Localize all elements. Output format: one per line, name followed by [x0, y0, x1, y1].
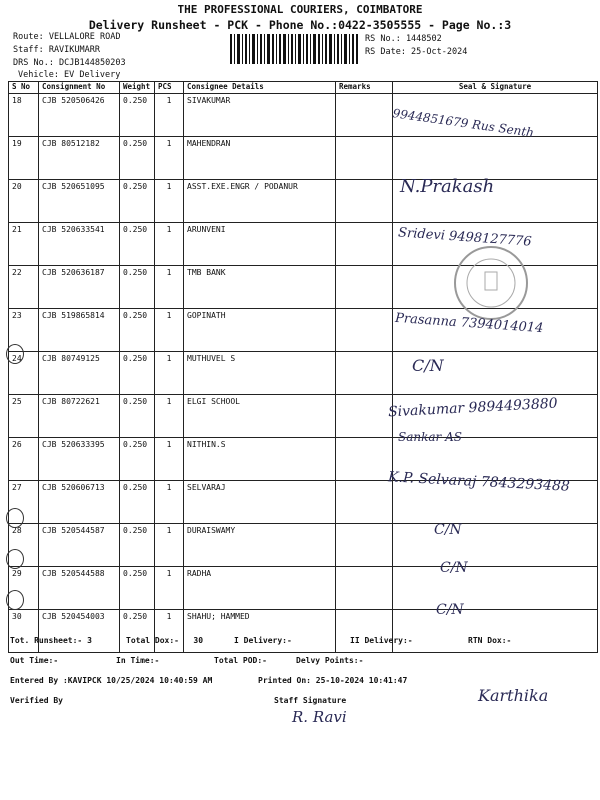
circle-mark: [6, 549, 24, 569]
sno-cell: 21: [9, 223, 39, 266]
staff-signature-label: Staff Signature: [274, 696, 347, 705]
consignee-cell: ARUNVENI: [184, 223, 336, 266]
entered-by: Entered By :KAVIPCK 10/25/2024 10:40:59 AM: [10, 676, 213, 685]
remarks-cell: [336, 395, 393, 438]
weight-cell: 0.250: [120, 438, 155, 481]
tot-runsheet: Tot. Runsheet:- 3: [10, 636, 92, 645]
total-pod: Total POD:-: [214, 656, 267, 665]
runsheet-table: [8, 81, 598, 653]
sno-cell: 18: [9, 94, 39, 137]
table-row: [9, 352, 598, 395]
sno-cell: 23: [9, 309, 39, 352]
consignment-cell: CJB 520506426: [39, 94, 120, 137]
table-row: [9, 610, 598, 653]
remarks-cell: [336, 567, 393, 610]
pcs-cell: 1: [155, 223, 184, 266]
pcs-cell: 1: [155, 567, 184, 610]
remarks-cell: [336, 137, 393, 180]
signature-row-27: K.P. Selvaraj 7843293488: [387, 469, 571, 495]
consignment-cell: CJB 520454003: [39, 610, 120, 653]
table-header-row: [9, 82, 598, 94]
consignee-cell: MUTHUVEL S: [184, 352, 336, 395]
rtn-dox: RTN Dox:-: [468, 636, 512, 645]
col-sno: S No: [9, 82, 39, 94]
remarks-cell: [336, 94, 393, 137]
signature-row-26: Sankar AS: [398, 430, 462, 444]
consignment-cell: CJB 520544588: [39, 567, 120, 610]
weight-cell: 0.250: [120, 266, 155, 309]
ii-delivery: II Delivery:-: [350, 636, 413, 645]
pcs-cell: 1: [155, 137, 184, 180]
vehicle-label: Vehicle: EV Delivery: [18, 70, 121, 80]
signature-row-29: C/N: [440, 560, 468, 576]
signature-cell: [393, 524, 598, 567]
out-time: Out Time:-: [10, 656, 59, 665]
consignee-cell: ELGI SCHOOL: [184, 395, 336, 438]
signature-row-28: C/N: [434, 522, 462, 538]
signature-cell: [393, 610, 598, 653]
pcs-cell: 1: [155, 180, 184, 223]
remarks-cell: [336, 524, 393, 567]
weight-cell: 0.250: [120, 94, 155, 137]
remarks-cell: [336, 266, 393, 309]
seal-stamp-icon: [452, 244, 530, 322]
consignment-cell: CJB 80722621: [39, 395, 120, 438]
consignee-cell: ASST.EXE.ENGR / PODANUR: [184, 180, 336, 223]
drs-label: DRS No.: DCJB144850203: [13, 58, 126, 68]
sno-cell: 25: [9, 395, 39, 438]
total-dox: Total Dox:- 30: [126, 636, 204, 645]
barcode-icon: [230, 34, 358, 64]
table-row: [9, 438, 598, 481]
pcs-cell: 1: [155, 94, 184, 137]
consignment-cell: CJB 520606713: [39, 481, 120, 524]
consignee-cell: DURAISWAMY: [184, 524, 336, 567]
circle-mark: [6, 508, 24, 528]
consignment-cell: CJB 520636187: [39, 266, 120, 309]
remarks-cell: [336, 352, 393, 395]
col-consignment: Consignment No: [39, 82, 120, 94]
sno-cell: 28: [9, 524, 39, 567]
weight-cell: 0.250: [120, 524, 155, 567]
table-row: [9, 567, 598, 610]
sno-cell: 27: [9, 481, 39, 524]
consignee-cell: GOPINATH: [184, 309, 336, 352]
table-row: [9, 180, 598, 223]
i-delivery: I Delivery:-: [234, 636, 292, 645]
signature-row-21: Sridevi 9498127776: [397, 225, 533, 250]
sno-cell: 29: [9, 567, 39, 610]
sno-cell: 20: [9, 180, 39, 223]
staff-signature-mark: R. Ravi: [292, 708, 347, 726]
consignee-cell: TMB BANK: [184, 266, 336, 309]
consignment-cell: CJB 519865814: [39, 309, 120, 352]
runsheet-title: Delivery Runsheet - PCK - Phone No.:0422-3505555 - Page No.:3: [88, 18, 512, 32]
col-signature: Seal & Signature: [393, 82, 598, 94]
remarks-cell: [336, 610, 393, 653]
weight-cell: 0.250: [120, 309, 155, 352]
consignee-cell: NITHIN.S: [184, 438, 336, 481]
weight-cell: 0.250: [120, 352, 155, 395]
consignee-cell: SIVAKUMAR: [184, 94, 336, 137]
printed-on: Printed On: 25-10-2024 10:41:47: [258, 676, 408, 685]
col-remarks: Remarks: [336, 82, 393, 94]
consignment-cell: CJB 520633395: [39, 438, 120, 481]
in-time: In Time:-: [116, 656, 160, 665]
weight-cell: 0.250: [120, 137, 155, 180]
table-row: [9, 137, 598, 180]
circle-mark: [6, 590, 24, 610]
consignment-cell: CJB 520633541: [39, 223, 120, 266]
sno-cell: 26: [9, 438, 39, 481]
remarks-cell: [336, 180, 393, 223]
consignee-cell: SHAHU; HAMMED: [184, 610, 336, 653]
staff-label: Staff: RAVIKUMARR: [13, 45, 100, 55]
company-title: THE PROFESSIONAL COURIERS, COIMBATORE: [177, 3, 423, 16]
sno-cell: 30: [9, 610, 39, 653]
weight-cell: 0.250: [120, 395, 155, 438]
weight-cell: 0.250: [120, 481, 155, 524]
pcs-cell: 1: [155, 524, 184, 567]
col-pcs: PCS: [155, 82, 184, 94]
remarks-cell: [336, 438, 393, 481]
consignment-cell: CJB 520651095: [39, 180, 120, 223]
karthika-signature: Karthika: [478, 686, 549, 705]
circle-mark: [6, 344, 24, 364]
pcs-cell: 1: [155, 395, 184, 438]
col-weight: Weight: [120, 82, 155, 94]
col-consignee: Consignee Details: [184, 82, 336, 94]
delvy-points: Delvy Points:-: [296, 656, 364, 665]
rs-date-label: RS Date: 25-Oct-2024: [365, 47, 468, 57]
weight-cell: 0.250: [120, 567, 155, 610]
signature-row-18: 9944851679 Rus Senth: [391, 106, 535, 140]
sno-cell: 19: [9, 137, 39, 180]
remarks-cell: [336, 223, 393, 266]
signature-row-25: Sivakumar 9894493880: [387, 395, 558, 421]
pcs-cell: 1: [155, 610, 184, 653]
rs-no-label: RS No.: 1448502: [365, 34, 442, 44]
table-row: [9, 524, 598, 567]
signature-cell: [393, 137, 598, 180]
consignment-cell: CJB 520544587: [39, 524, 120, 567]
remarks-cell: [336, 481, 393, 524]
signature-row-30: C/N: [436, 602, 464, 618]
signature-row-24: C/N: [412, 356, 444, 375]
pcs-cell: 1: [155, 266, 184, 309]
consignment-cell: CJB 80749125: [39, 352, 120, 395]
remarks-cell: [336, 309, 393, 352]
weight-cell: 0.250: [120, 223, 155, 266]
pcs-cell: 1: [155, 438, 184, 481]
consignment-cell: CJB 80512182: [39, 137, 120, 180]
sno-cell: 24: [9, 352, 39, 395]
weight-cell: 0.250: [120, 180, 155, 223]
consignee-cell: SELVARAJ: [184, 481, 336, 524]
sno-cell: 22: [9, 266, 39, 309]
weight-cell: 0.250: [120, 610, 155, 653]
pcs-cell: 1: [155, 309, 184, 352]
pcs-cell: 1: [155, 481, 184, 524]
pcs-cell: 1: [155, 352, 184, 395]
consignee-cell: RADHA: [184, 567, 336, 610]
signature-row-23: Prasanna 7394014014: [394, 310, 544, 337]
signature-cell: [393, 567, 598, 610]
route-label: Route: VELLALORE ROAD: [13, 32, 121, 42]
verified-by: Verified By: [10, 696, 63, 705]
consignee-cell: MAHENDRAN: [184, 137, 336, 180]
signature-row-20: N.Prakash: [400, 176, 495, 197]
